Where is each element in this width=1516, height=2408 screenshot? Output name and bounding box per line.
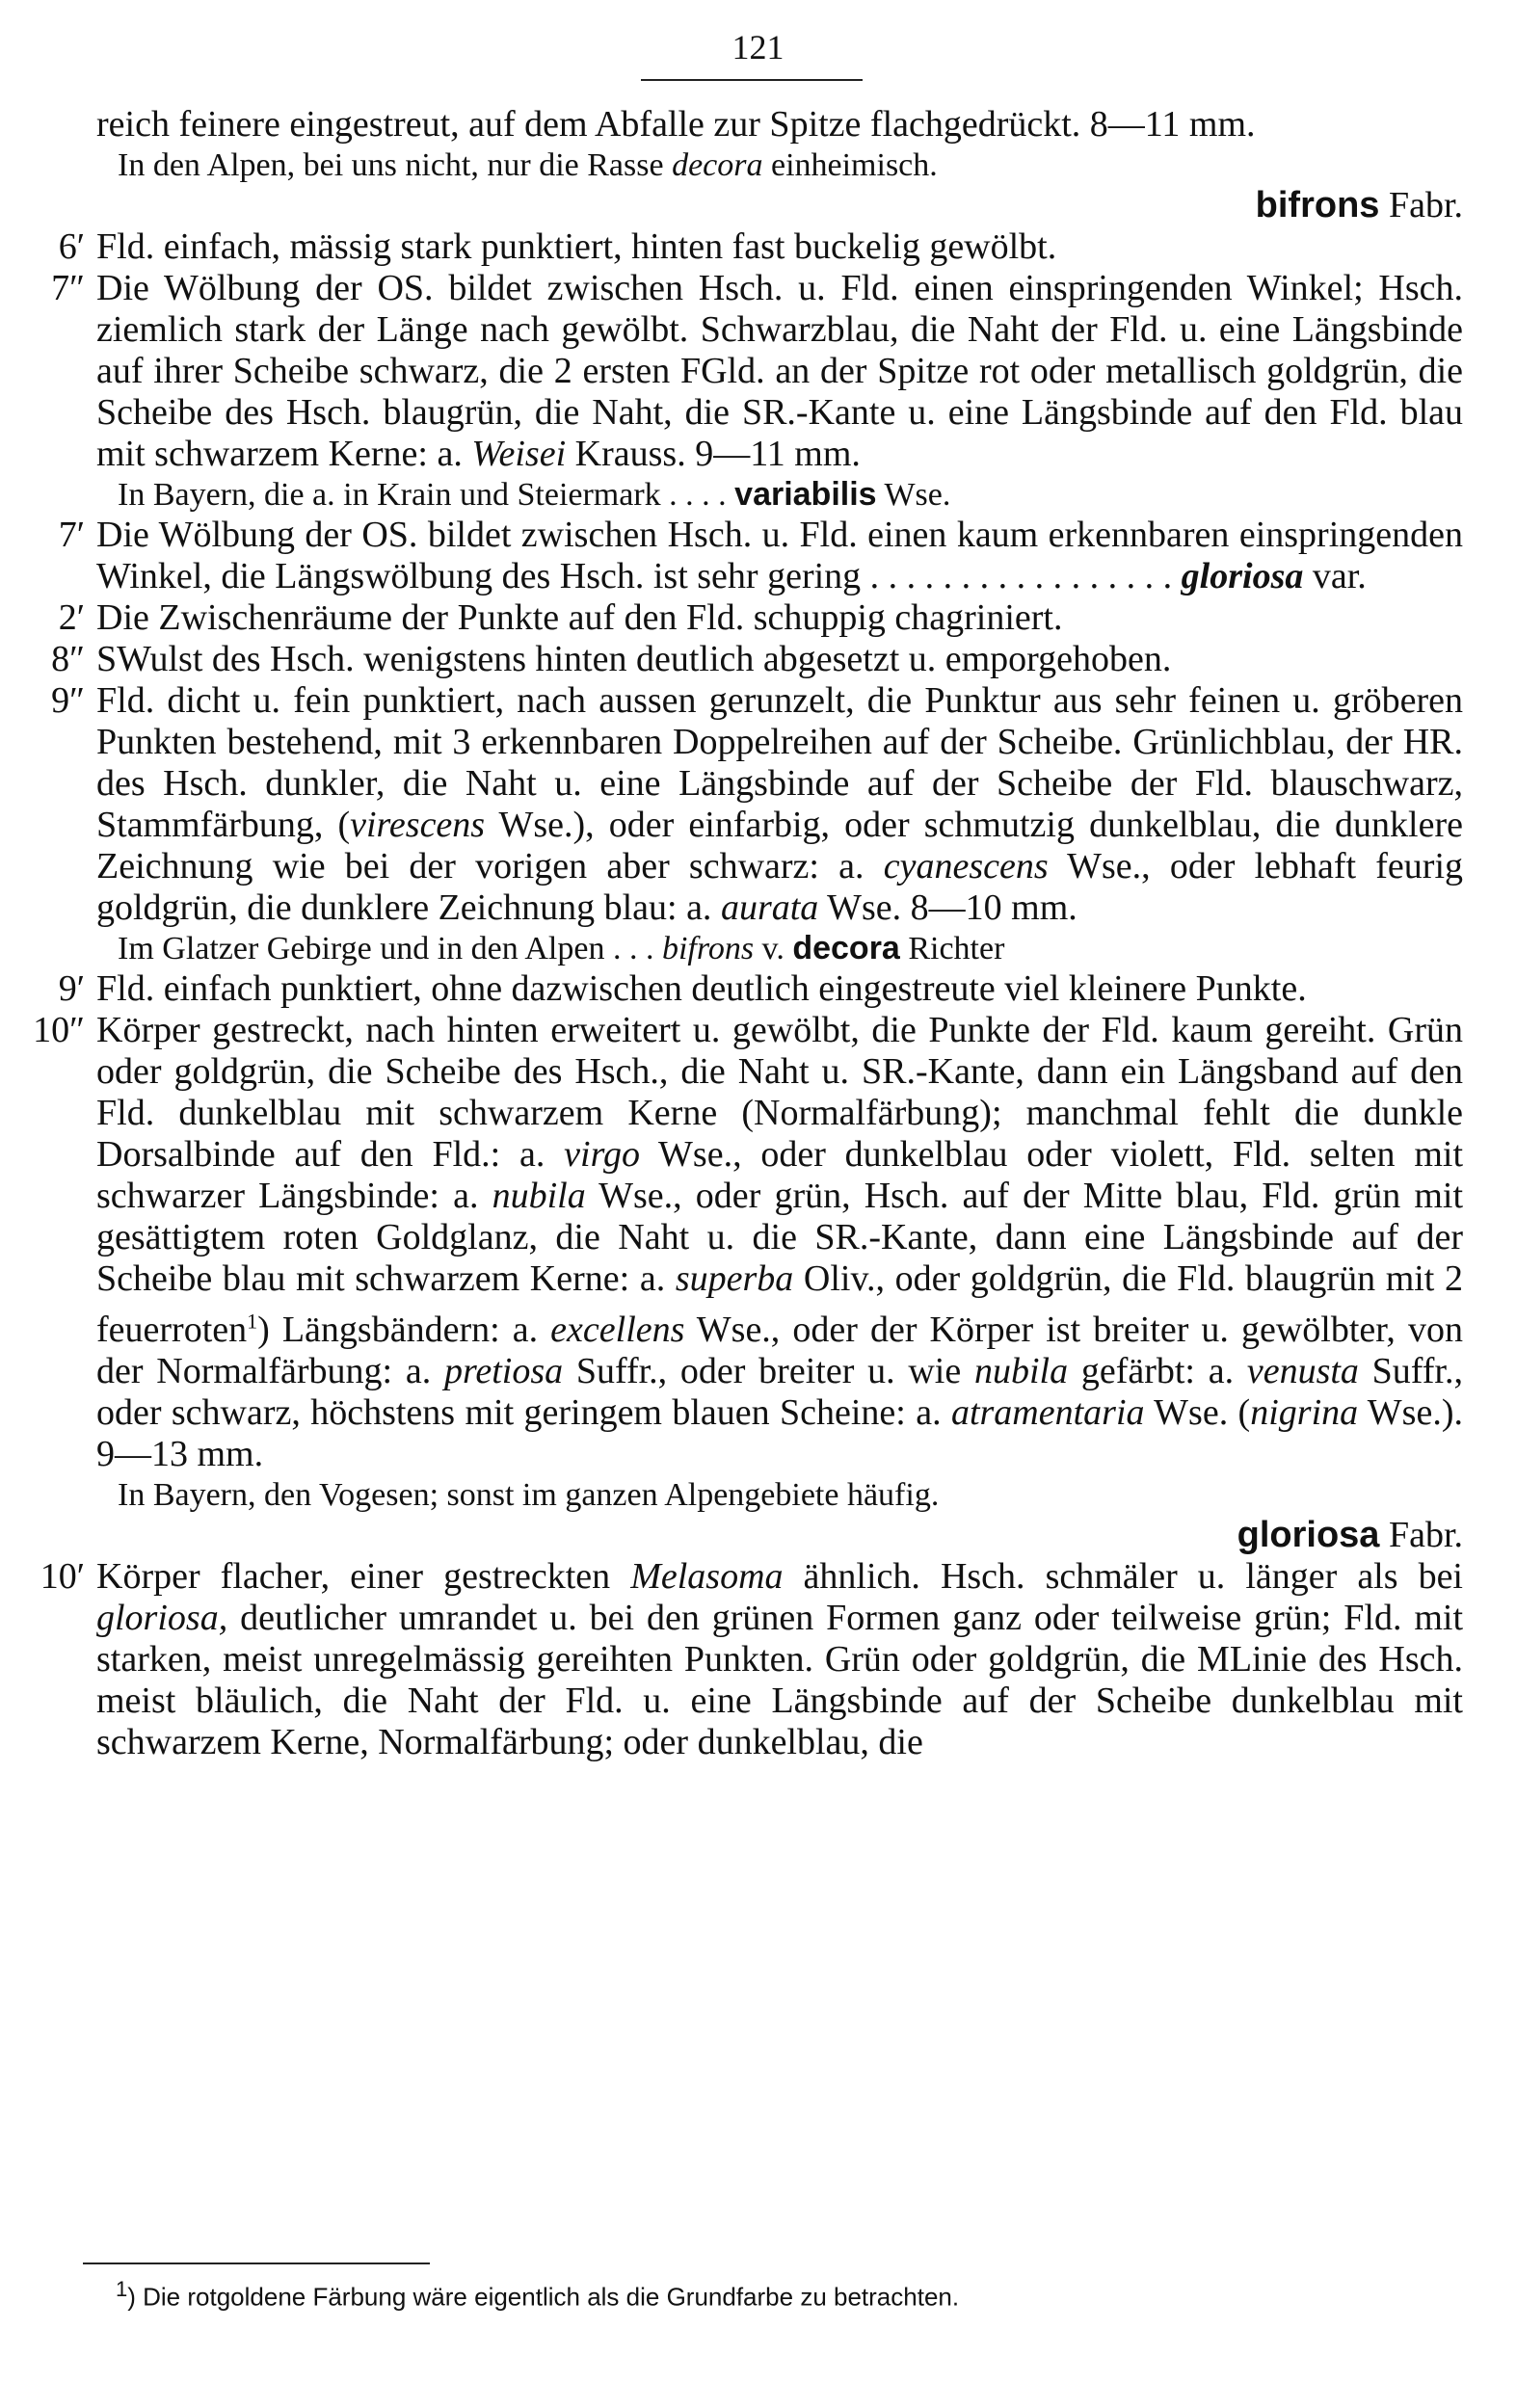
text-block-0: [83, 104, 1463, 146]
paragraph-text: bifrons Fabr.: [1255, 185, 1463, 225]
paragraph-text: In den Alpen, bei uns nicht, nur die Rasse decora einheimisch.: [118, 147, 938, 183]
text-block-14: [83, 1515, 1463, 1556]
paragraph-text: In Bayern, die a. in Krain und Steiermark . . . . variabilis Wse.: [118, 476, 951, 513]
key-couplet-9: [51, 680, 1463, 929]
key-couplet-3: [58, 226, 1463, 268]
distribution-note-10: [83, 929, 1463, 968]
distribution-note-13: [83, 1475, 1463, 1515]
paragraph-text: Die Zwischenräume der Punkte auf den Fld. schuppig chagriniert.: [96, 597, 1063, 638]
page-body: [33, 104, 1464, 1763]
paragraph-text: Körper flacher, einer gestreckten Melasoma ähnlich. Hsch. schmäler u. länger als bei gloriosa, deutlicher umrandet u. bei den grünen Formen ganz oder teilweise grün; Fld. mit starken, meist unregelmässig gereihten Punkten. Grün oder goldgrün, die MLinie des Hsch. meist bläulich, die Naht der Fld. u. eine Längsbinde auf der Scheibe dunkelblau mit schwarzem Kerne, Normalfärbung; oder dunkelblau, die: [96, 1555, 1463, 1762]
paragraph-text: SWulst des Hsch. wenigstens hinten deutlich abgesetzt u. emporgehoben.: [96, 639, 1172, 679]
couplet-number: 10″: [33, 1010, 85, 1050]
couplet-number: 9′: [58, 968, 85, 1009]
text-block-2: [83, 185, 1463, 226]
page-number: 121: [731, 28, 785, 66]
paragraph-text: reich feinere eingestreut, auf dem Abfalle zur Spitze flachgedrückt. 8—11 mm.: [96, 104, 1256, 145]
key-couplet-4: [51, 268, 1463, 475]
paragraph-text: gloriosa Fabr.: [1237, 1514, 1463, 1555]
key-couplet-7: [58, 597, 1463, 639]
key-couplet-15: [40, 1555, 1463, 1763]
couplet-number: 9″: [51, 680, 85, 721]
paragraph-text: Im Glatzer Gebirge und in den Alpen . . . bifrons v. decora Richter: [118, 930, 1005, 966]
footnote-rule: [83, 2262, 430, 2264]
paragraph-text: Fld. dicht u. fein punktiert, nach aussen gerunzelt, die Punktur aus sehr feinen u. gröberen Punkten bestehend, mit 3 erkennbaren Doppelreihen auf der Scheibe. Grünlichblau, der HR. des Hsch. dunkler, die Naht u. eine Längsbinde auf der Scheibe der Fld. blauschwarz, Stammfärbung, (virescens Wse.), oder einfarbig, oder schmutzig dunkelblau, die dunklere Zeichnung wie bei der vorigen aber schwarz: a. cyanescens Wse., oder lebhaft feurig goldgrün, die dunklere Zeichnung blau: a. aurata Wse. 8—10 mm.: [96, 680, 1463, 928]
distribution-note-5: [83, 475, 1463, 515]
couplet-number: 6′: [58, 226, 85, 267]
paragraph-text: Körper gestreckt, nach hinten erweitert u. gewölbt, die Punkte der Fld. kaum gereiht. Grün oder goldgrün, die Scheibe des Hsch., die Naht u. SR.-Kante, dann ein Längsband auf den Fld. dunkelblau mit schwarzem Kerne (Normalfärbung); manchmal fehlt die dunkle Dorsalbinde auf den Fld.: a. virgo Wse., oder dunkelblau oder violett, Fld. selten mit schwarzer Längsbinde: a. nubila Wse., oder grün, Hsch. auf der Mitte blau, Fld. grün mit gesättigtem roten Goldglanz, die Naht u. die SR.-Kante, dann eine Längsbinde auf der Scheibe blau mit schwarzem Kerne: a. superba Oliv., oder goldgrün, die Fld. blaugrün mit 2 feuerroten$^1$) Längsbändern: a. excellens Wse., oder der Körper ist breiter u. gewölbter, von der Normalfärbung: a. pretiosa Suffr., oder breiter u. wie nubila gefärbt: a. venusta Suffr., oder schwarz, höchstens mit geringem blauen Scheine: a. atramentaria Wse. (nigrina Wse.). 9—13 mm.: [96, 1010, 1464, 1474]
paragraph-text: Die Wölbung der OS. bildet zwischen Hsch. u. Fld. einen kaum erkennbaren einspringenden Winkel, die Längswölbung des Hsch. ist sehr gering . . . . . . . . . . . . . . . . . gloriosa var.: [96, 515, 1463, 596]
footnote: $^1$) Die rotgoldene Färbung wäre eigentlich als die Grundfarbe zu betrachten.: [116, 2277, 960, 2312]
paragraph-text: Fld. einfach punktiert, ohne dazwischen deutlich eingestreute viel kleinere Punkte.: [96, 968, 1307, 1009]
page-number-rule: [641, 79, 863, 81]
key-couplet-11: [58, 968, 1463, 1010]
couplet-number: 7″: [51, 268, 85, 308]
key-couplet-8: [51, 639, 1463, 680]
couplet-number: 8″: [51, 639, 85, 679]
couplet-number: 7′: [58, 515, 85, 555]
key-couplet-12: [33, 1010, 1464, 1475]
couplet-number: 10′: [40, 1555, 85, 1597]
paragraph-text: Fld. einfach, mässig stark punktiert, hinten fast buckelig gewölbt.: [96, 226, 1057, 267]
distribution-note-1: [83, 146, 1463, 185]
paragraph-text: In Bayern, den Vogesen; sonst im ganzen Alpengebiete häufig.: [118, 1476, 940, 1513]
paragraph-text: Die Wölbung der OS. bildet zwischen Hsch. u. Fld. einen einspringenden Winkel; Hsch. ziemlich stark der Länge nach gewölbt. Schwarzblau, die Naht der Fld. u. eine Längsbinde auf ihrer Scheibe schwarz, die 2 ersten FGld. an der Spitze rot oder metallisch goldgrün, die Scheibe des Hsch. blaugrün, die Naht, die SR.-Kante u. eine Längsbinde auf den Fld. blau mit schwarzem Kerne: a. Weisei Krauss. 9—11 mm.: [96, 268, 1463, 474]
couplet-number: 2′: [58, 597, 85, 638]
key-couplet-6: [58, 515, 1463, 597]
